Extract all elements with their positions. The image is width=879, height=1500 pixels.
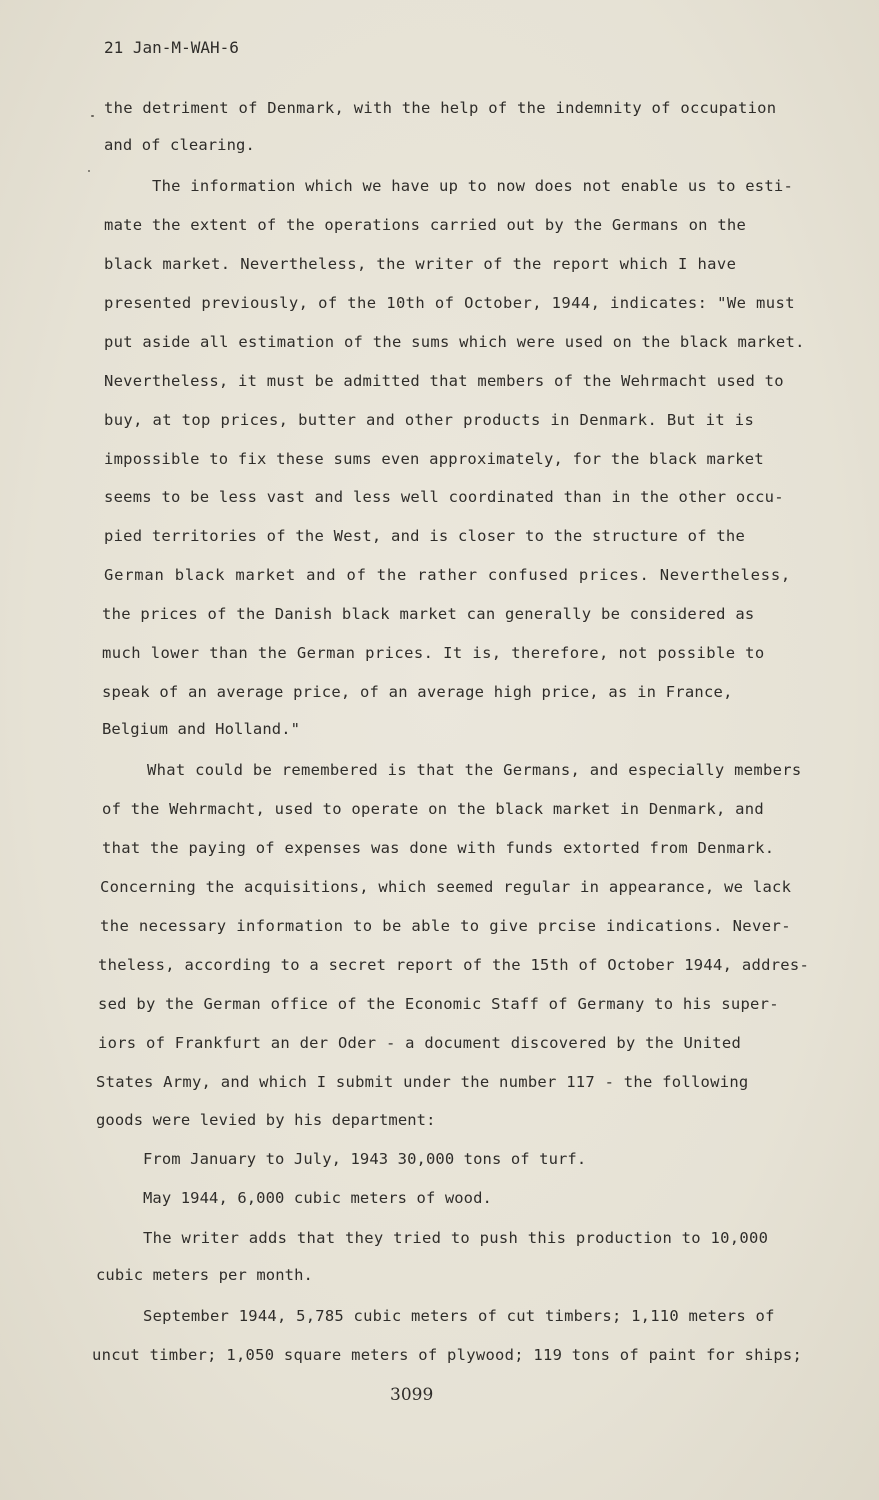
text-line: pied territories of the West, and is closer to the structure of the bbox=[104, 527, 746, 545]
text-line: From January to July, 1943 30,000 tons of turf. bbox=[143, 1150, 587, 1168]
text-line: the necessary information to be able to give prcise indications. Never- bbox=[100, 917, 791, 935]
text-line: speak of an average price, of an average high price, as in France, bbox=[102, 683, 733, 701]
text-line: States Army, and which I submit under the number 117 - the following bbox=[96, 1073, 749, 1091]
text-line: much lower than the German prices. It is, therefore, not possible to bbox=[102, 644, 765, 662]
text-line: that the paying of expenses was done with funds extorted from Denmark. bbox=[102, 839, 775, 857]
text-line: Nevertheless, it must be admitted that members of the Wehrmacht used to bbox=[104, 372, 784, 390]
page-number: 3099 bbox=[390, 1385, 434, 1405]
text-line: black market. Nevertheless, the writer of the report which I have bbox=[104, 255, 737, 273]
text-line: the prices of the Danish black market can generally be considered as bbox=[102, 605, 755, 623]
text-line: September 1944, 5,785 cubic meters of cut timbers; 1,110 meters of bbox=[143, 1307, 775, 1325]
text-line: May 1944, 6,000 cubic meters of wood. bbox=[143, 1189, 492, 1207]
text-line: seems to be less vast and less well coordinated than in the other occu- bbox=[104, 488, 784, 506]
text-line: German black market and of the rather confused prices. Nevertheless, bbox=[104, 566, 792, 584]
text-line: What could be remembered is that the Germans, and especially members bbox=[147, 761, 802, 779]
text-line: impossible to fix these sums even approximately, for the black market bbox=[104, 450, 764, 468]
ink-speck bbox=[88, 170, 90, 172]
text-line: the detriment of Denmark, with the help of the indemnity of occupation bbox=[104, 99, 777, 117]
text-line: of the Wehrmacht, used to operate on the black market in Denmark, and bbox=[102, 800, 764, 818]
ink-speck bbox=[91, 115, 94, 117]
text-line: mate the extent of the operations carried out by the Germans on the bbox=[104, 216, 747, 234]
text-line: Belgium and Holland." bbox=[102, 720, 301, 738]
text-line: and of clearing. bbox=[104, 136, 255, 154]
text-line: theless, according to a secret report of the 15th of October 1944, addres- bbox=[98, 956, 810, 974]
text-line: put aside all estimation of the sums which were used on the black market. bbox=[104, 333, 805, 351]
text-line: cubic meters per month. bbox=[96, 1266, 313, 1284]
text-line: buy, at top prices, butter and other products in Denmark. But it is bbox=[104, 411, 755, 429]
text-line: iors of Frankfurt an der Oder - a document discovered by the United bbox=[98, 1034, 742, 1052]
text-line: goods were levied by his department: bbox=[96, 1111, 436, 1129]
text-line: Concerning the acquisitions, which seemed regular in appearance, we lack bbox=[100, 878, 792, 896]
text-line: presented previously, of the 10th of October, 1944, indicates: "We must bbox=[104, 294, 795, 312]
text-line: The information which we have up to now does not enable us to esti- bbox=[152, 177, 794, 195]
text-line: The writer adds that they tried to push this production to 10,000 bbox=[143, 1229, 769, 1247]
document-reference: 21 Jan-M-WAH-6 bbox=[104, 38, 239, 57]
text-line: uncut timber; 1,050 square meters of plywood; 119 tons of paint for ships; bbox=[92, 1346, 803, 1364]
text-line: sed by the German office of the Economic Staff of Germany to his super- bbox=[98, 995, 779, 1013]
